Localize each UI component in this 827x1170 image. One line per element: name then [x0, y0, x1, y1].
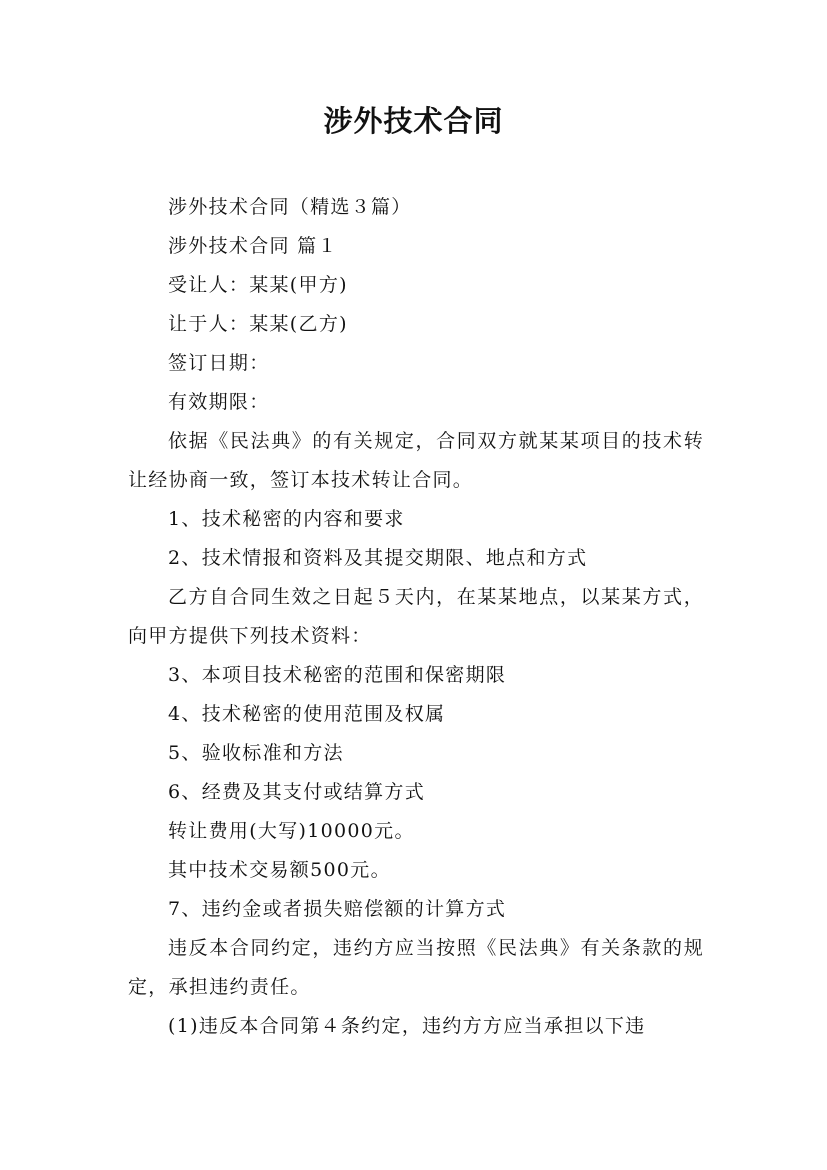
- paragraph-transfer-fee: 转让费用(大写)10000元。: [168, 820, 415, 842]
- paragraph-clause-7-item-1: (1)违反本合同第４条约定，违约方方应当承担以下违: [168, 1015, 646, 1037]
- document-title: 涉外技术合同: [323, 104, 504, 138]
- paragraph-clause-5: 5、验收标准和方法: [168, 742, 344, 764]
- paragraph-transferor: 让于人：某某(乙方): [168, 313, 348, 335]
- paragraph-heading-part1: 涉外技术合同 篇１: [168, 235, 338, 257]
- paragraph-clause-7: 7、违约金或者损失赔偿额的计算方式: [168, 898, 507, 920]
- paragraph-clause-1: 1、技术秘密的内容和要求: [168, 508, 405, 530]
- document-body: [128, 188, 704, 1046]
- paragraph-clause-6: 6、经费及其支付或结算方式: [168, 781, 425, 803]
- paragraph-transferee: 受让人：某某(甲方): [168, 274, 348, 296]
- paragraph-basis: 依据《民法典》的有关规定，合同双方就某某项目的技术转让经协商一致，签订本技术转让合同。: [128, 430, 704, 491]
- paragraph-clause-7-body: 违反本合同约定，违约方应当按照《民法典》有关条款的规定，承担违约责任。: [128, 937, 704, 998]
- paragraph-validity: 有效期限：: [168, 391, 270, 413]
- paragraph-subtitle: 涉外技术合同（精选３篇）: [168, 196, 412, 218]
- paragraph-sign-date: 签订日期：: [168, 352, 270, 374]
- paragraph-clause-2-body: 乙方自合同生效之日起５天内，在某某地点，以某某方式，向甲方提供下列技术资料：: [128, 586, 704, 647]
- paragraph-trade-amount: 其中技术交易额500元。: [168, 859, 391, 881]
- paragraph-clause-2: 2、技术情报和资料及其提交期限、地点和方式: [168, 547, 588, 569]
- paragraph-clause-4: 4、技术秘密的使用范围及权属: [168, 703, 446, 725]
- paragraph-clause-3: 3、本项目技术秘密的范围和保密期限: [168, 664, 507, 686]
